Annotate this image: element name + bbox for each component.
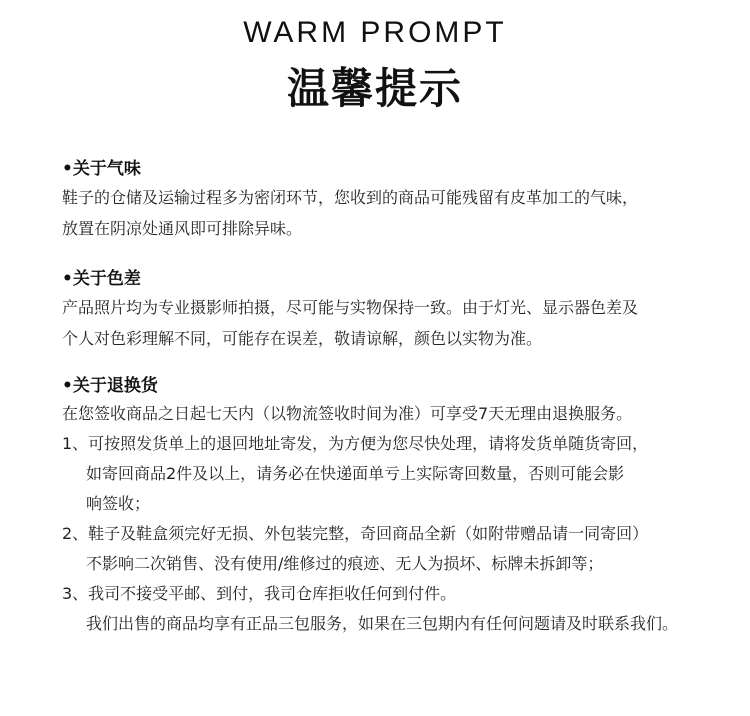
returns-item-3-cont: 我们出售的商品均享有正品三包服务，如果在三包期内有任何问题请及时联系我们。 <box>86 614 679 633</box>
color-line-2: 个人对色彩理解不同，可能存在误差，敬请谅解，颜色以实物为准。 <box>62 329 543 348</box>
title-chinese: 温馨提示 <box>286 64 463 113</box>
section-returns <box>62 373 722 639</box>
section-color-difference <box>62 266 722 354</box>
section-odor <box>62 156 722 244</box>
returns-item-3: 3、我司不接受平邮、到付，我司仓库拒收任何到付件。 <box>62 584 457 603</box>
odor-line-1: 鞋子的仓储及运输过程多为密闭环节，您收到的商品可能残留有皮革加工的气味， <box>62 188 639 207</box>
section-heading-odor: •关于气味 <box>62 159 141 179</box>
section-heading-returns: •关于退换货 <box>62 376 158 396</box>
returns-line-intro: 在您签收商品之日起七天内（以物流签收时间为准）可享受7天无理由退换服务。 <box>62 404 633 423</box>
title-english: WARM PROMPT <box>243 16 507 49</box>
color-line-1: 产品照片均为专业摄影师拍摄，尽可能与实物保持一致。由于灯光、显示器色差及 <box>62 298 639 317</box>
returns-item-1: 1、可按照发货单上的退回地址寄发，为方便为您尽快处理，请将发货单随货寄回， <box>62 434 649 453</box>
returns-item-2-cont: 不影响二次销售、没有使用/维修过的痕迹、无人为损坏、标牌未拆卸等； <box>86 554 604 573</box>
returns-item-2: 2、鞋子及鞋盒须完好无损、外包装完整，奇回商品全新（如附带赠品请一同寄回） <box>62 524 649 543</box>
returns-item-1-cont-a: 如寄回商品2件及以上，请务必在快递面单亏上实际寄回数量，否则可能会影 <box>86 464 625 483</box>
returns-item-1-cont-b: 响签收； <box>86 494 151 513</box>
odor-line-2: 放置在阴凉处通风即可排除异味。 <box>62 219 303 238</box>
section-heading-color: •关于色差 <box>62 269 141 289</box>
